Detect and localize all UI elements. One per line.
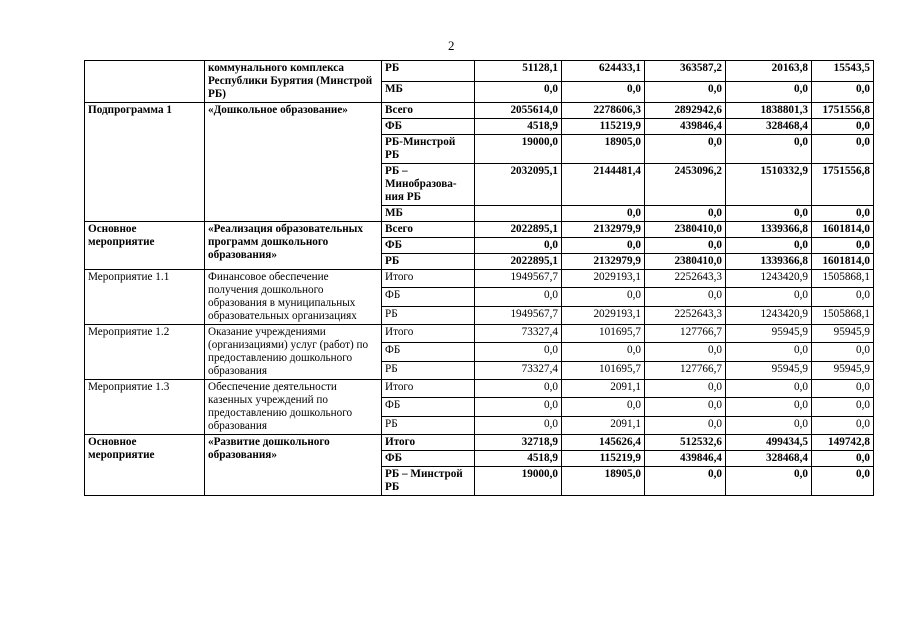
amount-cell: 1505868,1 xyxy=(812,270,874,288)
program-name-cell: Финансовое обеспечение получения дошкольного образования в муниципальных образовательных организациях xyxy=(205,270,382,325)
amount-cell: 0,0 xyxy=(812,380,874,398)
amount-cell: 0,0 xyxy=(812,467,874,496)
amount-cell: 0,0 xyxy=(645,416,726,434)
amount-cell: 0,0 xyxy=(812,238,874,254)
amount-cell: 0,0 xyxy=(726,206,812,222)
table-row xyxy=(85,435,874,451)
budget-table-body xyxy=(85,61,874,496)
amount-cell: 0,0 xyxy=(645,288,726,306)
program-name-cell: Оказание учреждениями (организациями) услуг (работ) по предоставлению дошкольного образования xyxy=(205,325,382,380)
amount-cell: 2055614,0 xyxy=(475,103,562,119)
program-level-cell: Основное мероприятие xyxy=(85,222,205,270)
amount-cell: 0,0 xyxy=(645,82,726,103)
funding-source-cell: Итого xyxy=(382,435,475,451)
table-row xyxy=(85,270,874,288)
amount-cell: 2032095,1 xyxy=(475,164,562,206)
funding-source-cell: Всего xyxy=(382,103,475,119)
budget-table xyxy=(84,60,874,496)
amount-cell: 115219,9 xyxy=(562,119,645,135)
amount-cell: 1243420,9 xyxy=(726,270,812,288)
amount-cell: 0,0 xyxy=(726,288,812,306)
amount-cell: 1949567,7 xyxy=(475,306,562,324)
amount-cell: 2252643,3 xyxy=(645,306,726,324)
program-level-cell: Мероприятие 1.2 xyxy=(85,325,205,380)
amount-cell: 2380410,0 xyxy=(645,254,726,270)
funding-source-cell: ФБ xyxy=(382,119,475,135)
table-row xyxy=(85,325,874,343)
amount-cell: 0,0 xyxy=(475,238,562,254)
funding-source-cell: ФБ xyxy=(382,238,475,254)
page-number: 2 xyxy=(448,38,455,53)
amount-cell: 0,0 xyxy=(562,206,645,222)
amount-cell: 0,0 xyxy=(562,238,645,254)
amount-cell: 0,0 xyxy=(645,343,726,361)
amount-cell: 0,0 xyxy=(812,416,874,434)
amount-cell: 0,0 xyxy=(812,398,874,416)
amount-cell: 1751556,8 xyxy=(812,164,874,206)
amount-cell: 1243420,9 xyxy=(726,306,812,324)
amount-cell: 0,0 xyxy=(812,119,874,135)
amount-cell: 624433,1 xyxy=(562,61,645,82)
funding-source-cell: РБ xyxy=(382,61,475,82)
amount-cell: 1339366,8 xyxy=(726,222,812,238)
amount-cell: 512532,6 xyxy=(645,435,726,451)
amount-cell: 1601814,0 xyxy=(812,254,874,270)
amount-cell: 0,0 xyxy=(562,343,645,361)
amount-cell: 0,0 xyxy=(812,451,874,467)
funding-source-cell: РБ xyxy=(382,254,475,270)
amount-cell: 127766,7 xyxy=(645,325,726,343)
amount-cell: 0,0 xyxy=(812,82,874,103)
amount-cell: 439846,4 xyxy=(645,451,726,467)
table-row xyxy=(85,61,874,82)
amount-cell: 2022895,1 xyxy=(475,254,562,270)
table-row xyxy=(85,222,874,238)
amount-cell: 0,0 xyxy=(726,135,812,164)
amount-cell: 2029193,1 xyxy=(562,270,645,288)
amount-cell: 2278606,3 xyxy=(562,103,645,119)
funding-source-cell: ФБ xyxy=(382,343,475,361)
amount-cell: 0,0 xyxy=(475,416,562,434)
amount-cell: 363587,2 xyxy=(645,61,726,82)
program-level-cell xyxy=(85,61,205,103)
funding-source-cell: РБ – Минобразова-ния РБ xyxy=(382,164,475,206)
funding-source-cell: РБ xyxy=(382,416,475,434)
amount-cell: 1510332,9 xyxy=(726,164,812,206)
amount-cell: 0,0 xyxy=(726,238,812,254)
amount-cell: 73327,4 xyxy=(475,361,562,379)
amount-cell: 95945,9 xyxy=(726,325,812,343)
amount-cell: 2091,1 xyxy=(562,416,645,434)
funding-source-cell: МБ xyxy=(382,82,475,103)
amount-cell: 0,0 xyxy=(812,288,874,306)
amount-cell: 4518,9 xyxy=(475,451,562,467)
amount-cell: 101695,7 xyxy=(562,325,645,343)
amount-cell: 18905,0 xyxy=(562,135,645,164)
funding-source-cell: Всего xyxy=(382,222,475,238)
amount-cell: 19000,0 xyxy=(475,467,562,496)
amount-cell: 0,0 xyxy=(475,343,562,361)
funding-source-cell: РБ xyxy=(382,361,475,379)
amount-cell: 0,0 xyxy=(475,288,562,306)
table-row xyxy=(85,380,874,398)
amount-cell: 0,0 xyxy=(645,238,726,254)
amount-cell: 0,0 xyxy=(562,398,645,416)
amount-cell: 0,0 xyxy=(645,135,726,164)
amount-cell: 1505868,1 xyxy=(812,306,874,324)
amount-cell: 0,0 xyxy=(645,380,726,398)
program-name-cell: коммунального комплекса Республики Бурятия (Минстрой РБ) xyxy=(205,61,382,103)
amount-cell: 2022895,1 xyxy=(475,222,562,238)
amount-cell: 32718,9 xyxy=(475,435,562,451)
amount-cell: 0,0 xyxy=(726,398,812,416)
amount-cell: 0,0 xyxy=(475,82,562,103)
amount-cell: 2892942,6 xyxy=(645,103,726,119)
amount-cell: 0,0 xyxy=(562,288,645,306)
amount-cell: 0,0 xyxy=(475,380,562,398)
program-level-cell: Мероприятие 1.3 xyxy=(85,380,205,435)
amount-cell xyxy=(475,206,562,222)
amount-cell: 0,0 xyxy=(645,467,726,496)
program-name-cell: «Развитие дошкольного образования» xyxy=(205,435,382,496)
amount-cell: 1339366,8 xyxy=(726,254,812,270)
amount-cell: 149742,8 xyxy=(812,435,874,451)
amount-cell: 73327,4 xyxy=(475,325,562,343)
amount-cell: 0,0 xyxy=(562,82,645,103)
amount-cell: 4518,9 xyxy=(475,119,562,135)
amount-cell: 115219,9 xyxy=(562,451,645,467)
amount-cell: 15543,5 xyxy=(812,61,874,82)
amount-cell: 439846,4 xyxy=(645,119,726,135)
amount-cell: 51128,1 xyxy=(475,61,562,82)
amount-cell: 95945,9 xyxy=(812,325,874,343)
funding-source-cell: РБ – Минстрой РБ xyxy=(382,467,475,496)
amount-cell: 95945,9 xyxy=(812,361,874,379)
amount-cell: 0,0 xyxy=(812,343,874,361)
program-name-cell: «Дошкольное образование» xyxy=(205,103,382,222)
amount-cell: 2252643,3 xyxy=(645,270,726,288)
program-level-cell: Подпрограмма 1 xyxy=(85,103,205,222)
funding-source-cell: ФБ xyxy=(382,398,475,416)
amount-cell: 1601814,0 xyxy=(812,222,874,238)
amount-cell: 1838801,3 xyxy=(726,103,812,119)
amount-cell: 328468,4 xyxy=(726,119,812,135)
program-level-cell: Мероприятие 1.1 xyxy=(85,270,205,325)
amount-cell: 20163,8 xyxy=(726,61,812,82)
program-name-cell: Обеспечение деятельности казенных учреждений по предоставлению дошкольного образования xyxy=(205,380,382,435)
amount-cell: 145626,4 xyxy=(562,435,645,451)
amount-cell: 0,0 xyxy=(645,206,726,222)
funding-source-cell: РБ-Минстрой РБ xyxy=(382,135,475,164)
funding-source-cell: Итого xyxy=(382,325,475,343)
funding-source-cell: МБ xyxy=(382,206,475,222)
amount-cell: 0,0 xyxy=(812,135,874,164)
amount-cell: 127766,7 xyxy=(645,361,726,379)
amount-cell: 0,0 xyxy=(645,398,726,416)
amount-cell: 0,0 xyxy=(812,206,874,222)
amount-cell: 328468,4 xyxy=(726,451,812,467)
program-name-cell: «Реализация образовательных программ дошкольного образования» xyxy=(205,222,382,270)
program-level-cell: Основное мероприятие xyxy=(85,435,205,496)
funding-source-cell: Итого xyxy=(382,270,475,288)
amount-cell: 2380410,0 xyxy=(645,222,726,238)
amount-cell: 0,0 xyxy=(475,398,562,416)
amount-cell: 2132979,9 xyxy=(562,254,645,270)
amount-cell: 18905,0 xyxy=(562,467,645,496)
amount-cell: 2029193,1 xyxy=(562,306,645,324)
amount-cell: 1949567,7 xyxy=(475,270,562,288)
amount-cell: 0,0 xyxy=(726,467,812,496)
amount-cell: 499434,5 xyxy=(726,435,812,451)
amount-cell: 2091,1 xyxy=(562,380,645,398)
amount-cell: 95945,9 xyxy=(726,361,812,379)
funding-source-cell: ФБ xyxy=(382,451,475,467)
amount-cell: 19000,0 xyxy=(475,135,562,164)
amount-cell: 101695,7 xyxy=(562,361,645,379)
amount-cell: 1751556,8 xyxy=(812,103,874,119)
amount-cell: 2453096,2 xyxy=(645,164,726,206)
funding-source-cell: Итого xyxy=(382,380,475,398)
amount-cell: 0,0 xyxy=(726,380,812,398)
funding-source-cell: ФБ xyxy=(382,288,475,306)
amount-cell: 2132979,9 xyxy=(562,222,645,238)
amount-cell: 2144481,4 xyxy=(562,164,645,206)
funding-source-cell: РБ xyxy=(382,306,475,324)
amount-cell: 0,0 xyxy=(726,82,812,103)
amount-cell: 0,0 xyxy=(726,416,812,434)
amount-cell: 0,0 xyxy=(726,343,812,361)
table-row xyxy=(85,103,874,119)
